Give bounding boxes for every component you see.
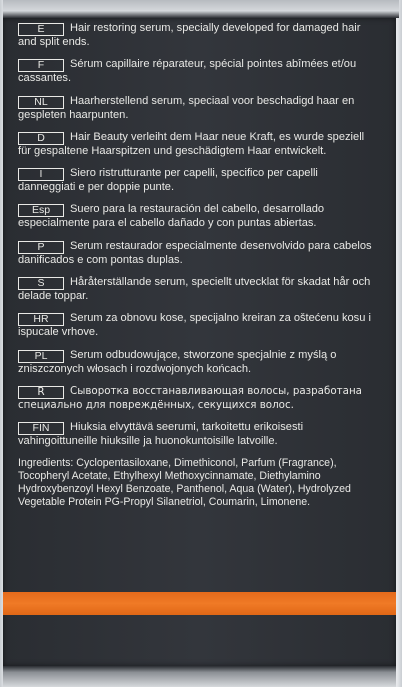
entry-f xyxy=(18,58,376,86)
entry-p xyxy=(18,240,376,268)
language-code: I xyxy=(18,168,64,181)
language-code: R xyxy=(18,386,64,399)
entry-pl xyxy=(18,349,376,377)
box-top-flap xyxy=(3,0,399,18)
entry-s xyxy=(18,276,376,304)
language-code: PL xyxy=(18,350,64,363)
ingredients-list: Ingredients: Cyclopentasiloxane, Dimethiconol, Parfum (Fragrance), Tocopheryl Acetate, Ethylhexyl Methoxycinnamate, Diethylamino Hydroxybenzoyl Hexyl Benzoate, Panthenol, Aqua (Water), Hydrolyzed Vegetable Protein PG-Propyl Silanetriol, Coumarin, Limonene. xyxy=(18,457,351,509)
description-text: Hiuksia elvyttävä seerumi, tarkoitettu erikoisesti vahingoittuneille hiuksille ja huonokuntoisille latvoille. xyxy=(18,421,304,448)
entry-r xyxy=(18,385,376,413)
language-code: P xyxy=(18,241,64,254)
multilingual-description xyxy=(18,22,376,509)
description-text: Hair restoring serum, specially developed for damaged hair and split ends. xyxy=(18,22,361,48)
language-code: S xyxy=(18,277,64,290)
entry-e xyxy=(18,22,376,50)
entry-esp xyxy=(18,203,376,231)
box-bottom-flap xyxy=(3,666,396,687)
description-text: Siero ristrutturante per capelli, specifico per capelli danneggiati e per doppie punte. xyxy=(18,167,318,194)
language-code: D xyxy=(18,132,64,145)
entry-hr xyxy=(18,312,376,340)
description-text: Serum odbudowujące, stworzone specjalnie z myślą o zniszczonych włosach i rozdwojonych końcach. xyxy=(18,348,337,375)
description-text: Сыворотка восстанавливающая волосы, разработана специально для повреждённых, секущихся волос. xyxy=(18,384,362,411)
entry-nl xyxy=(18,95,376,123)
description-text: Haarherstellend serum, speciaal voor beschadigd haar en gespleten haarpunten. xyxy=(18,94,355,121)
language-code: F xyxy=(18,59,64,72)
language-code: FIN xyxy=(18,422,64,435)
description-text: Hair Beauty verleiht dem Haar neue Kraft, es wurde speziell für gespaltene Haarspitzen und geschädigtem Haar entwickelt. xyxy=(18,130,365,157)
entry-fin xyxy=(18,421,376,449)
language-code: NL xyxy=(18,96,64,109)
language-code: Esp xyxy=(18,204,64,217)
language-code: HR xyxy=(18,313,64,326)
entry-d xyxy=(18,131,376,159)
entry-i xyxy=(18,167,376,195)
description-text: Sérum capillaire réparateur, spécial pointes abîmées et/ou cassantes. xyxy=(18,58,357,85)
description-text: Suero para la restauración del cabello, desarrollado especialmente para el cabello dañado y con puntas abiertas. xyxy=(18,203,325,230)
description-text: Serum za obnovu kose, specijalno kreiran za oštećenu kosu i ispucale vrhove. xyxy=(18,312,371,339)
language-code: E xyxy=(18,23,64,36)
orange-stripe xyxy=(3,592,396,615)
description-text: Håråterställande serum, speciellt utvecklat för skadat hår och delade toppar. xyxy=(18,275,371,302)
description-text: Serum restaurador especialmente desenvolvido para cabelos danificados e com pontas duplas. xyxy=(18,239,372,266)
